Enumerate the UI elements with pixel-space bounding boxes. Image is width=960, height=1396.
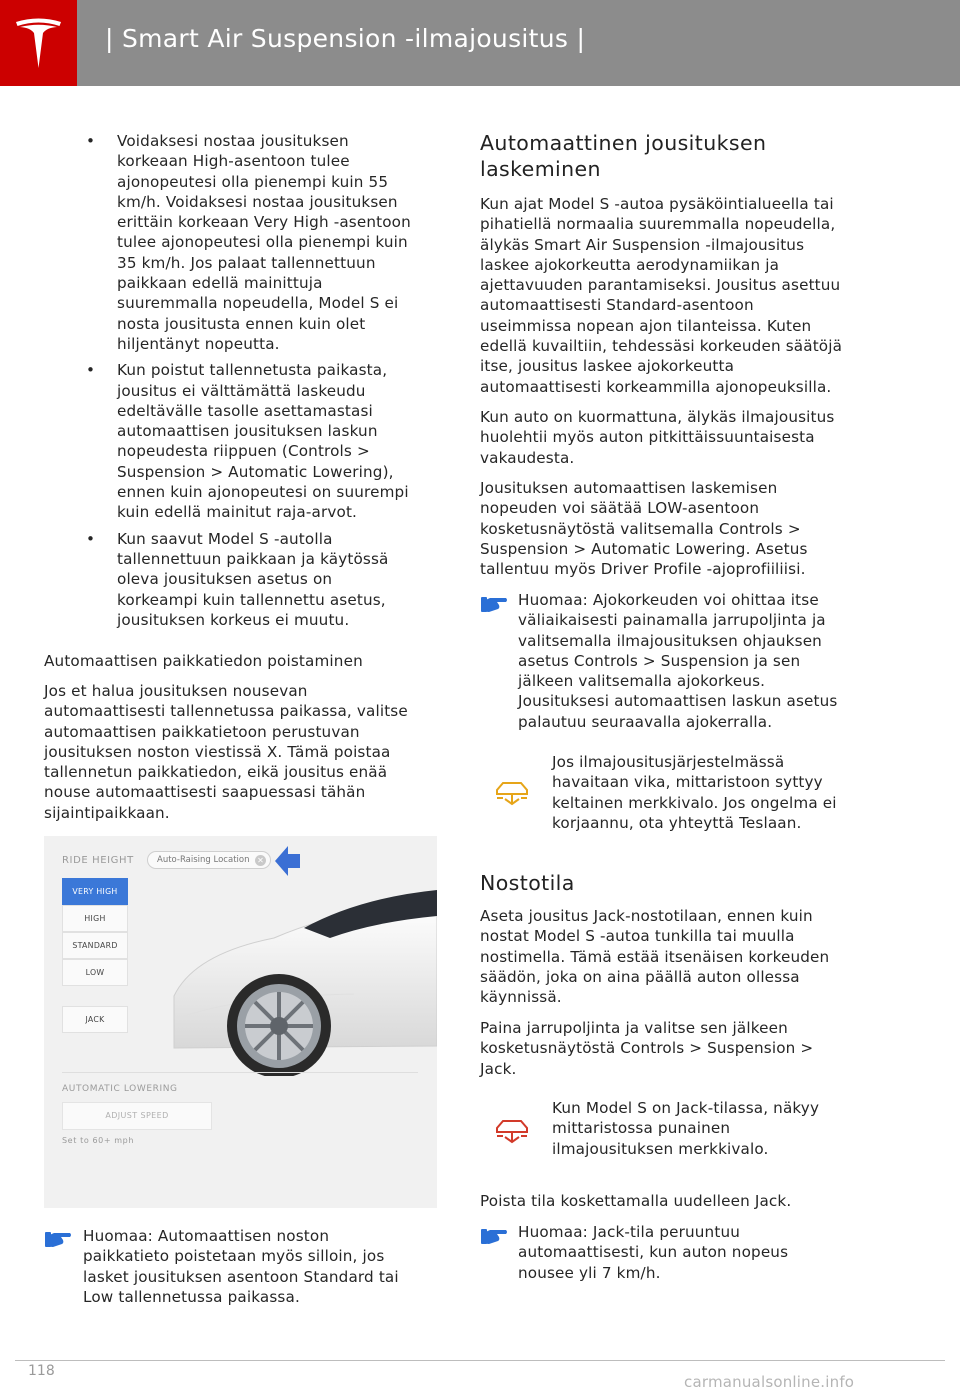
paragraph-line: automaattisesti Standard-asentoon <box>480 296 754 315</box>
paragraph-line: huolehtii myös auton pitkittäissuuntaisesta <box>480 428 815 447</box>
paragraph-line: Paina jarrupoljinta ja valitse sen jälkeen <box>480 1019 788 1037</box>
section-subheading: Automaattisen paikkatiedon poistaminen <box>44 652 363 670</box>
paragraph-line: automaattisen paikkatietoon perustuvan <box>44 722 360 741</box>
bullet-line: automaattisen jousituksen laskun <box>117 422 378 441</box>
page-number: 118 <box>28 1363 55 1379</box>
bullet-line: tulee ajonopeutesi olla pienempi kuin <box>117 233 408 252</box>
bullet-dot-icon: • <box>86 361 96 380</box>
page-title: | Smart Air Suspension -ilmajousitus | <box>105 24 586 53</box>
warning-line: Jos ilmajousitusjärjestelmässä <box>552 753 785 771</box>
auto-raising-location-pill <box>147 851 271 869</box>
right-paragraph-5 <box>480 1018 880 1079</box>
paragraph-line: Jos et halua jousituksen nousevan <box>44 682 308 700</box>
paragraph-line: vakaudesta. <box>480 448 575 467</box>
bullet-line: jousitus ei välttämättä laskeudu <box>117 381 366 400</box>
figure-divider <box>62 1072 418 1073</box>
ride-height-label: RIDE HEIGHT <box>62 855 134 866</box>
note-line: automaattisesti, kun auton nopeus <box>518 1243 789 1262</box>
bullet-line: edeltävälle tasolle asettamastasi <box>117 401 373 420</box>
right-paragraph-3 <box>480 478 880 579</box>
bullet-line: ajonopeutesi olla pienempi kuin 55 <box>117 172 389 191</box>
bullet-line: kuin edellä mainitut raja-arvot. <box>117 503 358 522</box>
footer-divider <box>15 1360 945 1361</box>
note-line: nousee yli 7 km/h. <box>518 1263 661 1282</box>
watermark: carmanualsonline.info <box>684 1373 855 1391</box>
paragraph-line: ajettavuuden parantamiseksi. Jousitus asettuu <box>480 276 841 295</box>
note-line: Huomaa: Jack-tila peruuntuu <box>518 1223 740 1241</box>
note-line: palautuu seuraavalla ajokerralla. <box>518 712 773 731</box>
right-note-2 <box>518 1222 878 1283</box>
bullet-line: tallennettuun paikkaan ja käytössä <box>117 549 389 568</box>
pointing-hand-icon <box>480 1226 508 1246</box>
bullet-line: oleva jousituksen asetus on <box>117 570 333 589</box>
warning-line: keltainen merkkivalo. Jos ongelma ei <box>552 793 837 812</box>
high-button: HIGH <box>62 905 128 932</box>
paragraph-line: kosketusnäytöstä valitsemalla Controls > <box>480 519 801 538</box>
paragraph-line: Kun ajat Model S -autoa pysäköintialueella tai <box>480 195 834 213</box>
left-paragraph <box>44 681 444 823</box>
bullet-list <box>44 131 438 636</box>
bullet-item <box>44 360 438 522</box>
bullet-line: Kun saavut Model S -autolla <box>117 529 333 548</box>
bullet-item <box>44 529 438 630</box>
paragraph-line: nostimella. Tämä estää itsenäisen korkeuden <box>480 947 830 966</box>
note-line: lasket jousituksen asentoon Standard tai <box>83 1267 399 1286</box>
suspension-warning-icon <box>494 778 530 806</box>
bullet-line: paikkaan edellä mainittuja <box>117 274 323 293</box>
bullet-line: Suspension > Automatic Lowering), <box>117 462 394 481</box>
low-button: LOW <box>62 959 128 986</box>
auto-raising-label: Auto-Raising Location <box>157 855 250 865</box>
set-to-text: Set to 60+ mph <box>62 1136 135 1145</box>
paragraph-line: Aseta jousitus Jack-nostotilaan, ennen kuin <box>480 907 813 925</box>
paragraph-line: Jack. <box>480 1059 517 1078</box>
car-illustration <box>154 876 437 1076</box>
standard-button: STANDARD <box>62 932 128 959</box>
warning-line: havaitaan vika, mittaristoon syttyy <box>552 773 823 792</box>
warning-line: ilmajousituksen merkkivalo. <box>552 1139 769 1158</box>
right-note-1 <box>518 590 878 732</box>
warning-line: Kun Model S on Jack-tilassa, näkyy <box>552 1099 820 1117</box>
pointing-hand-icon <box>480 594 508 614</box>
note-line: väliaikaisesti painamalla jarrupoljinta ja <box>518 611 826 630</box>
note-line: jälkeen valitsemalla ajokorkeus. <box>518 672 766 691</box>
note-line: valitsemalla ilmajousituksen ohjauksen <box>518 631 822 650</box>
right-paragraph-4 <box>480 906 880 1007</box>
paragraph-line: käynnissä. <box>480 988 562 1007</box>
right-paragraph-2 <box>480 407 880 468</box>
paragraph-line: säädön, joka on aina päällä auton ollessa <box>480 967 800 986</box>
heading-line: Automaattinen jousituksen <box>480 131 767 155</box>
warning-red-text <box>552 1098 882 1159</box>
ride-height-screenshot <box>44 836 437 1208</box>
left-note <box>83 1226 443 1307</box>
close-icon: ✕ <box>255 855 266 866</box>
note-line: asetus Controls > Suspension ja sen <box>518 651 801 670</box>
adjust-speed-button: ADJUST SPEED <box>62 1102 212 1130</box>
paragraph-line: Suspension > Automatic Lowering. Asetus <box>480 539 808 558</box>
note-line: Low tallennetussa paikassa. <box>83 1287 300 1306</box>
bullet-line: ennen kuin ajonopeutesi on suurempi <box>117 483 409 502</box>
paragraph-line: sijaintipaikkaan. <box>44 803 170 822</box>
paragraph-line: tallentuu myös Driver Profile -ajoprofiiliisi. <box>480 560 806 579</box>
heading-line: laskeminen <box>480 157 601 181</box>
pointing-hand-icon <box>44 1229 72 1249</box>
bullet-dot-icon: • <box>86 132 96 150</box>
page-header <box>0 0 960 86</box>
bullet-line: nosta jousitusta ennen kuin olet <box>117 314 366 333</box>
paragraph-line: kosketusnäytöstä Controls > Suspension > <box>480 1039 814 1058</box>
bullet-line: jousituksen korkeus ei muutu. <box>117 610 350 629</box>
paragraph-line: Kun auto on kuormattuna, älykäs ilmajousitus <box>480 408 835 426</box>
heading-nostotila: Nostotila <box>480 871 575 895</box>
tesla-logo <box>0 0 77 86</box>
paragraph-line: useimmissa nopean ajon tilanteissa. Kuten <box>480 316 812 335</box>
paragraph-line: automaattisesti korkeammilla ajonopeuksilla. <box>480 377 832 396</box>
bullet-line: korkeaan High-asentoon tulee <box>117 152 350 171</box>
bullet-line: Voidaksesi nostaa jousituksen <box>117 132 349 150</box>
note-line: Huomaa: Automaattisen noston <box>83 1227 330 1245</box>
paragraph-line: pihatiellä normaalia suuremmalla nopeudella, <box>480 215 836 234</box>
paragraph-line: itse, jousitus laskee ajokorkeutta <box>480 357 735 376</box>
paragraph-line: nouse automaattisesti saapuessasi tähän <box>44 783 366 802</box>
bullet-line: 35 km/h. Jos palaat tallennettuun <box>117 253 376 272</box>
bullet-line: km/h. Voidaksesi nostaa jousituksen <box>117 192 398 211</box>
bullet-item <box>44 131 438 354</box>
bullet-dot-icon: • <box>86 529 96 548</box>
paragraph-line: älykäs Smart Air Suspension -ilmajousitus <box>480 235 805 254</box>
heading-automatic-lowering <box>480 130 880 182</box>
warning-line: mittaristossa punainen <box>552 1119 731 1138</box>
jack-mode-warning-icon <box>494 1116 530 1144</box>
paragraph-line: jousituksen noston viestissä X. Tämä poistaa <box>44 742 391 761</box>
right-paragraph-6: Poista tila koskettamalla uudelleen Jack. <box>480 1192 792 1210</box>
paragraph-line: nostat Model S -autoa tunkilla tai muulla <box>480 927 795 946</box>
paragraph-line: nopeuden voi säätää LOW-asentoon <box>480 499 760 518</box>
paragraph-line: tallennetun paikkatiedon, eikä jousitus enää <box>44 763 388 782</box>
very-high-button: VERY HIGH <box>62 878 128 905</box>
bullet-line: hiljentänyt nopeutta. <box>117 334 280 353</box>
bullet-line: korkeampi kuin tallennettu asetus, <box>117 590 386 609</box>
automatic-lowering-label: AUTOMATIC LOWERING <box>62 1084 178 1094</box>
paragraph-line: Jousituksen automaattisen laskemisen <box>480 479 778 497</box>
right-paragraph-1 <box>480 194 880 397</box>
warning-line: korjaannu, ota yhteyttä Teslaan. <box>552 813 802 832</box>
bullet-line: suuremmalla nopeudella, Model S ei <box>117 294 399 313</box>
pointer-arrow-icon <box>275 844 301 878</box>
tesla-logo-icon <box>14 16 63 70</box>
paragraph-line: edellä kuvailtiin, tehdessäsi korkeuden säätöjä <box>480 337 843 356</box>
bullet-line: Kun poistut tallennetusta paikasta, <box>117 361 388 380</box>
note-line: paikkatieto poistetaan myös silloin, jos <box>83 1247 385 1266</box>
paragraph-line: laskee ajokorkeutta aerodynamiikan ja <box>480 255 780 274</box>
note-line: Huomaa: Ajokorkeuden voi ohittaa itse <box>518 591 819 609</box>
bullet-line: erittäin korkeaan Very High -asentoon <box>117 213 411 232</box>
note-line: Jousituksesi automaattisen laskun asetus <box>518 692 838 711</box>
paragraph-line: automaattisesti tallennetussa paikassa, valitse <box>44 702 408 721</box>
jack-button: JACK <box>62 1006 128 1033</box>
warning-yellow-text <box>552 752 882 833</box>
bullet-line: nopeudesta riippuen (Controls > <box>117 442 370 461</box>
